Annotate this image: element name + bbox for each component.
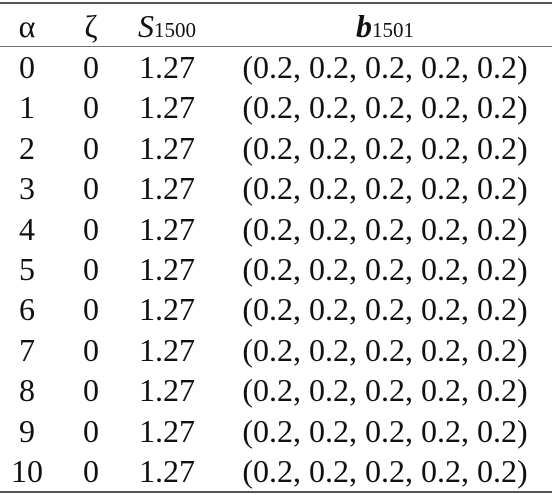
cell-alpha: 9 <box>19 412 35 449</box>
cell-s: 1.27 <box>139 291 195 328</box>
cell-zeta: 0 <box>83 331 99 368</box>
cell-zeta: 0 <box>83 210 99 247</box>
cell-alpha: 8 <box>19 372 35 409</box>
table-header-row <box>0 6 552 46</box>
cell-s: 1.27 <box>139 89 195 126</box>
cell-zeta: 0 <box>83 170 99 207</box>
cell-s: 1.27 <box>139 251 195 287</box>
cell-b: (0.2, 0.2, 0.2, 0.2, 0.2) <box>242 210 528 247</box>
table-bottom-rule <box>0 491 552 493</box>
cell-s: 1.27 <box>139 372 195 409</box>
cell-s: 1.27 <box>139 49 195 85</box>
cell-s: 1.27 <box>139 210 195 247</box>
cell-b: (0.2, 0.2, 0.2, 0.2, 0.2) <box>242 412 528 449</box>
cell-alpha: 4 <box>19 210 35 247</box>
cell-zeta: 0 <box>83 372 99 409</box>
table-row <box>0 330 552 370</box>
header-b <box>224 6 546 46</box>
table-row <box>0 128 552 168</box>
cell-zeta: 0 <box>83 251 99 287</box>
cell-alpha: 0 <box>19 49 35 85</box>
cell-b: (0.2, 0.2, 0.2, 0.2, 0.2) <box>242 251 528 287</box>
table-row <box>0 411 552 451</box>
table-row <box>0 87 552 127</box>
cell-zeta: 0 <box>83 89 99 126</box>
cell-b: (0.2, 0.2, 0.2, 0.2, 0.2) <box>242 170 528 207</box>
cell-b: (0.2, 0.2, 0.2, 0.2, 0.2) <box>242 129 528 166</box>
cell-b: (0.2, 0.2, 0.2, 0.2, 0.2) <box>242 453 528 489</box>
cell-alpha: 7 <box>19 331 35 368</box>
header-b-symbol: b <box>356 8 372 44</box>
table-row <box>0 370 552 410</box>
table-row <box>0 209 552 249</box>
cell-s: 1.27 <box>139 453 195 489</box>
cell-alpha: 2 <box>19 129 35 166</box>
cell-b: (0.2, 0.2, 0.2, 0.2, 0.2) <box>242 89 528 126</box>
cell-s: 1.27 <box>139 331 195 368</box>
header-b-subscript: 1501 <box>372 18 414 42</box>
cell-s: 1.27 <box>139 170 195 207</box>
cell-alpha: 3 <box>19 170 35 207</box>
header-s <box>124 6 210 46</box>
table-row <box>0 289 552 329</box>
table-top-rule <box>0 2 552 4</box>
header-s-symbol: S <box>138 8 154 44</box>
cell-alpha: 5 <box>19 251 35 287</box>
table-row <box>0 249 552 289</box>
cell-alpha: 1 <box>19 89 35 126</box>
cell-zeta: 0 <box>83 453 99 489</box>
cell-b: (0.2, 0.2, 0.2, 0.2, 0.2) <box>242 372 528 409</box>
header-alpha: α <box>18 8 36 44</box>
table-row <box>0 451 552 491</box>
header-s-subscript: 1500 <box>154 18 196 42</box>
cell-s: 1.27 <box>139 412 195 449</box>
cell-s: 1.27 <box>139 129 195 166</box>
cell-b: (0.2, 0.2, 0.2, 0.2, 0.2) <box>242 331 528 368</box>
cell-b: (0.2, 0.2, 0.2, 0.2, 0.2) <box>242 49 528 85</box>
cell-zeta: 0 <box>83 49 99 85</box>
table-row <box>0 47 552 87</box>
header-zeta: ζ <box>84 8 98 44</box>
cell-alpha: 10 <box>11 453 43 489</box>
table-row <box>0 168 552 208</box>
cell-alpha: 6 <box>19 291 35 328</box>
cell-zeta: 0 <box>83 291 99 328</box>
cell-zeta: 0 <box>83 129 99 166</box>
cell-b: (0.2, 0.2, 0.2, 0.2, 0.2) <box>242 291 528 328</box>
cell-zeta: 0 <box>83 412 99 449</box>
